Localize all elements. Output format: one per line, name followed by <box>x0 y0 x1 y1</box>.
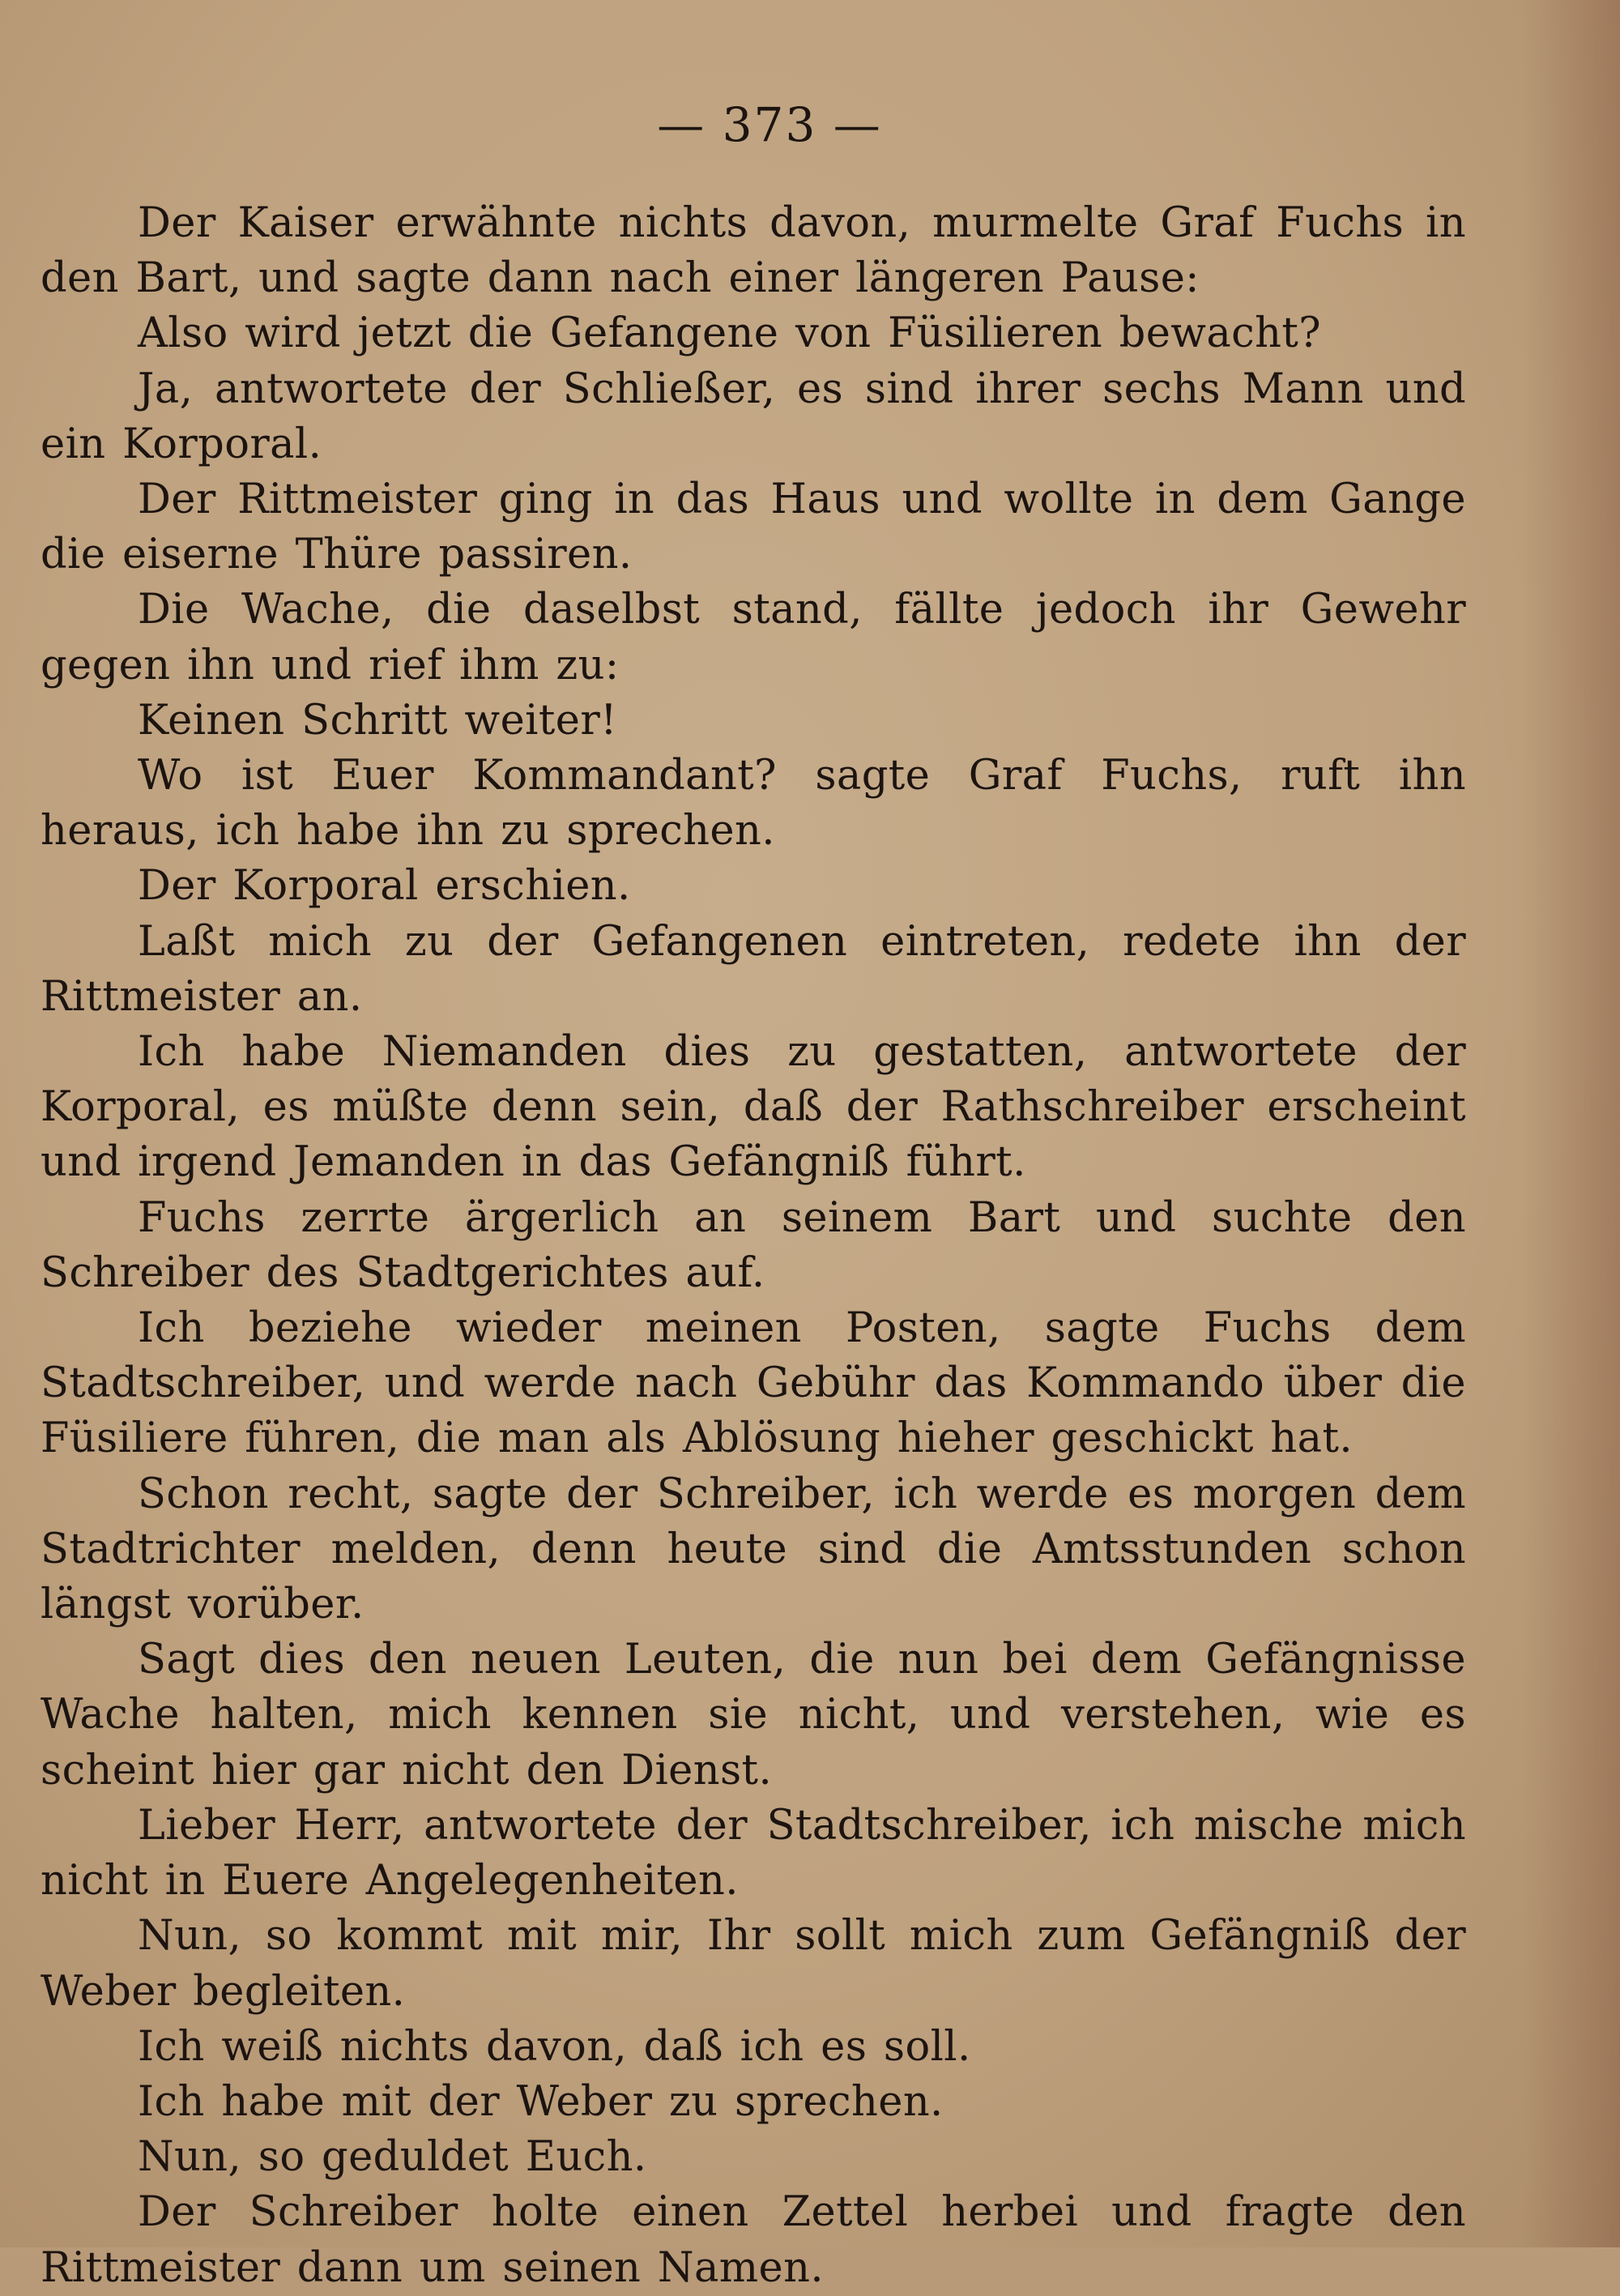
paragraph: Ich habe Niemanden dies zu gestatten, antwortete der Korporal, es müßte denn sein, daß der Rathschreiber erscheint und irgend Jemanden in das Gefängniß führt. <box>40 1028 1466 1187</box>
paragraph: Ich weiß nichts davon, daß ich es soll. <box>138 2022 971 2071</box>
paragraph: Die Wache, die daselbst stand, fällte jedoch ihr Gewehr gegen ihn und rief ihm zu: <box>40 586 1466 689</box>
paragraph: Laßt mich zu der Gefangenen eintreten, redete ihn der Rittmeister an. <box>40 917 1466 1021</box>
paragraph: Der Schreiber holte einen Zettel herbei und fragte den Rittmeister dann um seinen Namen. <box>40 2188 1466 2292</box>
paragraph: Nun, so geduldet Euch. <box>138 2133 647 2182</box>
paragraph: Wo ist Euer Kommandant? sagte Graf Fuchs, ruft ihn heraus, ich habe ihn zu sprechen. <box>40 752 1466 856</box>
paragraph: Der Kaiser erwähnte nichts davon, murmelte Graf Fuchs in den Bart, und sagte dann nach einer längeren Pause: <box>40 199 1466 303</box>
paragraph: Nun, so kommt mit mir, Ihr sollt mich zum Gefängniß der Weber begleiten. <box>40 1912 1466 2016</box>
paragraph: Sagt dies den neuen Leuten, die nun bei dem Gefängnisse Wache halten, mich kennen sie nicht, und verstehen, wie es scheint hier gar nicht den Dienst. <box>40 1636 1466 1795</box>
paragraph: Ich habe mit der Weber zu sprechen. <box>138 2077 944 2126</box>
paragraph: Schon recht, sagte der Schreiber, ich werde es morgen dem Stadtrichter melden, denn heute sind die Amtsstunden schon längst vorüber. <box>40 1470 1466 1629</box>
paragraph: Der Rittmeister ging in das Haus und wollte in dem Gange die eiserne Thüre passiren. <box>40 476 1466 579</box>
paragraph: Fuchs zerrte ärgerlich an seinem Bart und suchte den Schreiber des Stadtgerichtes auf. <box>40 1193 1466 1297</box>
paragraph: Also wird jetzt die Gefangene von Füsilieren bewacht? <box>138 309 1322 358</box>
page-number: — 373 — <box>657 97 882 152</box>
paragraph: Ja, antwortete der Schließer, es sind ihrer sechs Mann und ein Korporal. <box>40 365 1466 468</box>
page-edge-shadow <box>1523 0 1620 2247</box>
body-text <box>40 196 1466 2296</box>
paragraph: Keinen Schritt weiter! <box>138 696 618 745</box>
paragraph: Der Korporal erschien. <box>138 862 631 911</box>
paragraph: Lieber Herr, antwortete der Stadtschreiber, ich mische mich nicht in Euere Angelegenheiten. <box>40 1801 1466 1906</box>
paragraph: Ich beziehe wieder meinen Posten, sagte Fuchs dem Stadtschreiber, und werde nach Gebühr das Kommando über die Füsiliere führen, die man als Ablösung hieher geschickt hat. <box>40 1304 1466 1463</box>
